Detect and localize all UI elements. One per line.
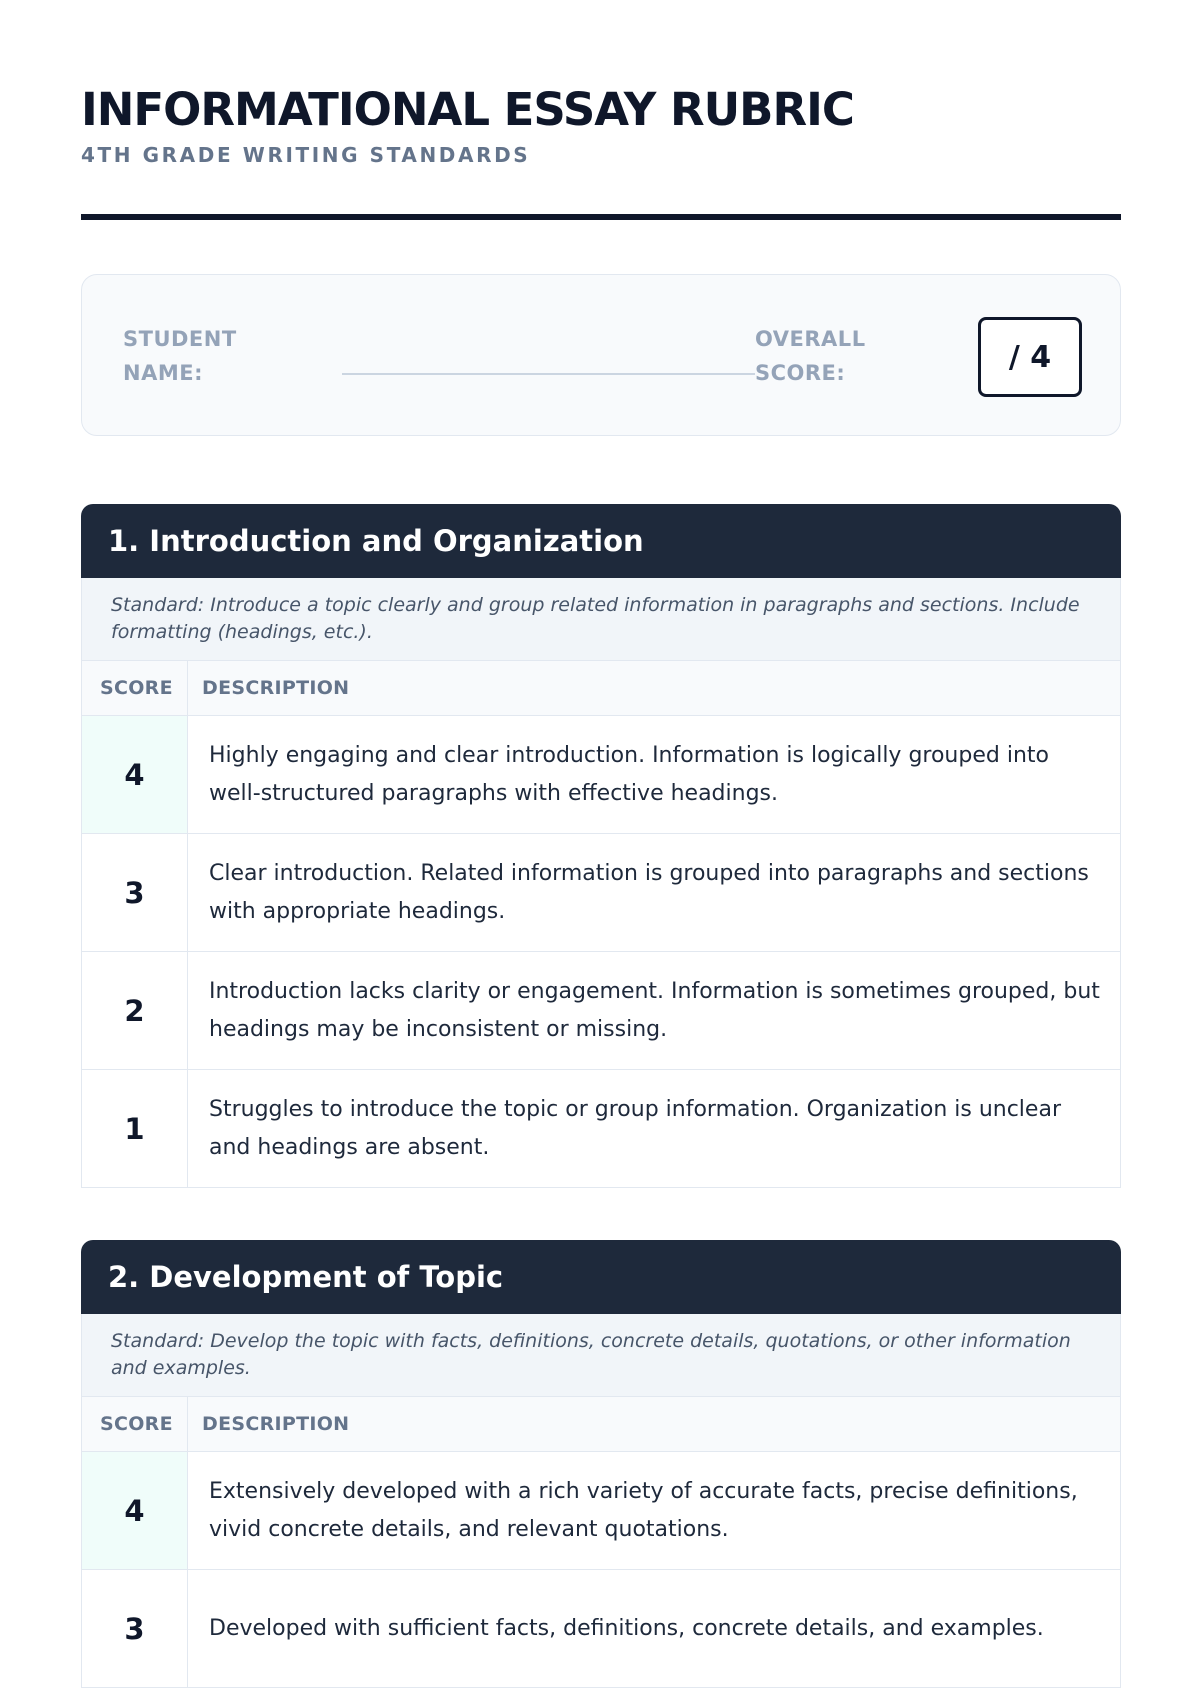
table-row bbox=[82, 1452, 1121, 1570]
section-standard: Standard: Introduce a topic clearly and group related information in paragraphs and sections. Include formatting (headings, etc.). bbox=[81, 578, 1121, 660]
score-cell: 1 bbox=[82, 1070, 188, 1188]
section-title: 1. Introduction and Organization bbox=[81, 504, 1121, 578]
score-cell: 2 bbox=[82, 952, 188, 1070]
score-cell: 3 bbox=[82, 834, 188, 952]
overall-score-label: OVERALL SCORE: bbox=[755, 327, 866, 385]
page-title: INFORMATIONAL ESSAY RUBRIC bbox=[81, 83, 854, 136]
table-row bbox=[82, 1570, 1121, 1688]
student-name-label: STUDENT NAME: bbox=[123, 327, 237, 385]
rubric-table bbox=[81, 660, 1121, 1188]
description-cell: Extensively developed with a rich variety of accurate facts, precise definitions, vivid concrete details, and relevant quotations. bbox=[188, 1452, 1121, 1570]
page-header bbox=[81, 80, 1121, 168]
table-row bbox=[82, 952, 1121, 1070]
section-title: 2. Development of Topic bbox=[81, 1240, 1121, 1314]
score-column-header: SCORE bbox=[82, 1397, 188, 1452]
description-cell: Highly engaging and clear introduction. Information is logically grouped into well-structured paragraphs with effective headings. bbox=[188, 716, 1121, 834]
table-row bbox=[82, 834, 1121, 952]
score-column-header: SCORE bbox=[82, 661, 188, 716]
rubric-section-development bbox=[81, 1240, 1121, 1688]
score-cell: 3 bbox=[82, 1570, 188, 1688]
table-row bbox=[82, 1070, 1121, 1188]
description-cell: Introduction lacks clarity or engagement. Information is sometimes grouped, but headings may be inconsistent or missing. bbox=[188, 952, 1121, 1070]
score-cell: 4 bbox=[82, 1452, 188, 1570]
description-cell: Developed with sufficient facts, definitions, concrete details, and examples. bbox=[188, 1570, 1121, 1688]
student-info-card bbox=[81, 274, 1121, 436]
table-header-row bbox=[82, 661, 1121, 716]
rubric-section-intro bbox=[81, 504, 1121, 1188]
description-column-header: DESCRIPTION bbox=[188, 661, 1121, 716]
rubric-table bbox=[81, 1396, 1121, 1688]
page-subtitle: 4TH GRADE WRITING STANDARDS bbox=[81, 143, 531, 167]
table-header-row bbox=[82, 1397, 1121, 1452]
description-column-header: DESCRIPTION bbox=[188, 1397, 1121, 1452]
description-cell: Clear introduction. Related information is grouped into paragraphs and sections with appropriate headings. bbox=[188, 834, 1121, 952]
score-cell: 4 bbox=[82, 716, 188, 834]
overall-score-field[interactable]: / 4 bbox=[978, 317, 1082, 397]
student-name-field[interactable] bbox=[342, 373, 755, 375]
description-cell: Struggles to introduce the topic or group information. Organization is unclear and headings are absent. bbox=[188, 1070, 1121, 1188]
table-row bbox=[82, 716, 1121, 834]
section-standard: Standard: Develop the topic with facts, definitions, concrete details, quotations, or other information and examples. bbox=[81, 1314, 1121, 1396]
header-divider bbox=[81, 214, 1121, 220]
